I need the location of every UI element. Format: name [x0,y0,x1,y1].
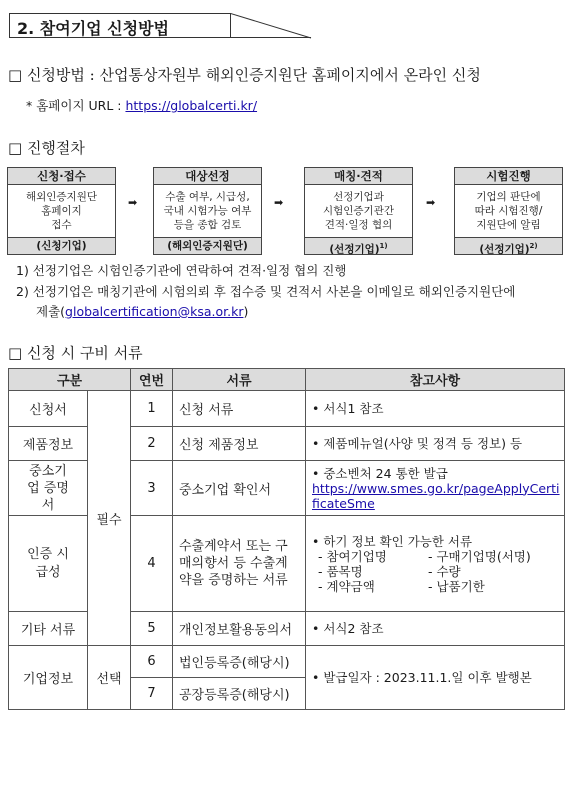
note-text: • 하기 정보 확인 가능한 서류 [312,533,473,549]
note-1: 1) 선정기업은 시험인증기관에 연락하여 견적·일정 협의 진행 [16,263,347,278]
table-row: 기타 서류 5 개인정보활용동의서 • 서식2 참조 [9,612,565,646]
note-2-cont: 제출(globalcertification@ksa.or.kr) [36,304,249,319]
homepage-prefix: * 홈페이지 URL : [26,98,126,113]
header-doc: 서류 [173,369,306,391]
table-header [9,369,565,391]
step-actor: (해외인증지원단) [154,237,261,254]
note-2: 2) 선정기업은 매칭기관에 시험의뢰 후 접수증 및 견적서 사본을 이메일로 해외인증지원단에 [16,284,516,299]
step-select [153,167,262,255]
homepage-line [26,96,257,114]
step-title: 시험진행 [455,168,562,185]
required-cell: 필수 [88,391,131,646]
step-apply [7,167,116,255]
step-body: 수출 여부, 시급성, 국내 시험가능 여부 등을 종합 검토 [163,191,252,231]
section-title-slant [229,13,313,39]
step-title: 매칭·견적 [305,168,412,185]
method-line: □ 신청방법 : 산업통상자원부 해외인증지원단 홈페이지에서 온라인 신청 [8,66,481,84]
email-link[interactable]: globalcertification@ksa.or.kr [65,304,244,319]
header-no: 연번 [131,369,173,391]
step-actor: (신청기업) [8,237,115,254]
arrow-icon: ➡ [128,196,138,209]
homepage-link[interactable]: https://globalcerti.kr/ [125,98,258,113]
table-row: 제품정보 2 신청 제품정보 • 제품메뉴얼(사양 및 정격 등 정보) 등 [9,427,565,461]
arrow-icon: ➡ [426,196,436,209]
section-title [9,13,309,39]
step-match [304,167,413,255]
note-text: • 중소벤처 24 통한 발급 [312,465,448,481]
step-title: 신청·접수 [8,168,115,185]
documents-table [8,368,565,710]
table-row: 인증 시급성 4 수출계약서 또는 구매의향서 등 수출계약을 증명하는 서류 • 하기 정보 확인 가능한 서류 - 참여기업명 - 구매기업명(서명) - 품목명 - 수량 - 계약금액 - 납품기한 [9,516,565,612]
header-category: 구분 [9,369,131,391]
optional-cell: 선택 [88,646,131,710]
table-row: 기업정보 선택 6 법인등록증(해당시) • 발급일자 : 2023.11.1.일 이후 발행본 [9,646,565,678]
step-body: 해외인증지원단 홈페이지 접수 [25,191,97,231]
arrow-icon: ➡ [274,196,284,209]
table-row: 중소기업 증명서 3 중소기업 확인서 • 중소벤처 24 통한 발급 https://www.smes.go.kr/pageApplyCertificateSme [9,461,565,516]
step-test [454,167,563,255]
header-note: 참고사항 [306,369,565,391]
section-title-text: 2. 참여기업 신청방법 [17,19,169,38]
step-actor: (선정기업)$^{2)}$ [455,237,562,254]
procedure-label: □ 진행절차 [8,139,85,157]
step-title: 대상선정 [154,168,261,185]
step-body: 선정기업과 시험인증기관간 견적·일정 협의 [322,191,394,231]
step-body: 기업의 판단에 따라 시험진행/ 지원단에 알림 [474,191,543,231]
table-row: 신청서 필수 1 신청 서류 • 서식1 참조 [9,391,565,427]
table-row: 7 공장등록증(해당시) [9,678,565,710]
step-actor: (선정기업)$^{1)}$ [305,237,412,254]
smes-link[interactable]: https://www.smes.go.kr/pageApplyCertificateSme [312,480,560,511]
documents-label: □ 신청 시 구비 서류 [8,344,143,362]
